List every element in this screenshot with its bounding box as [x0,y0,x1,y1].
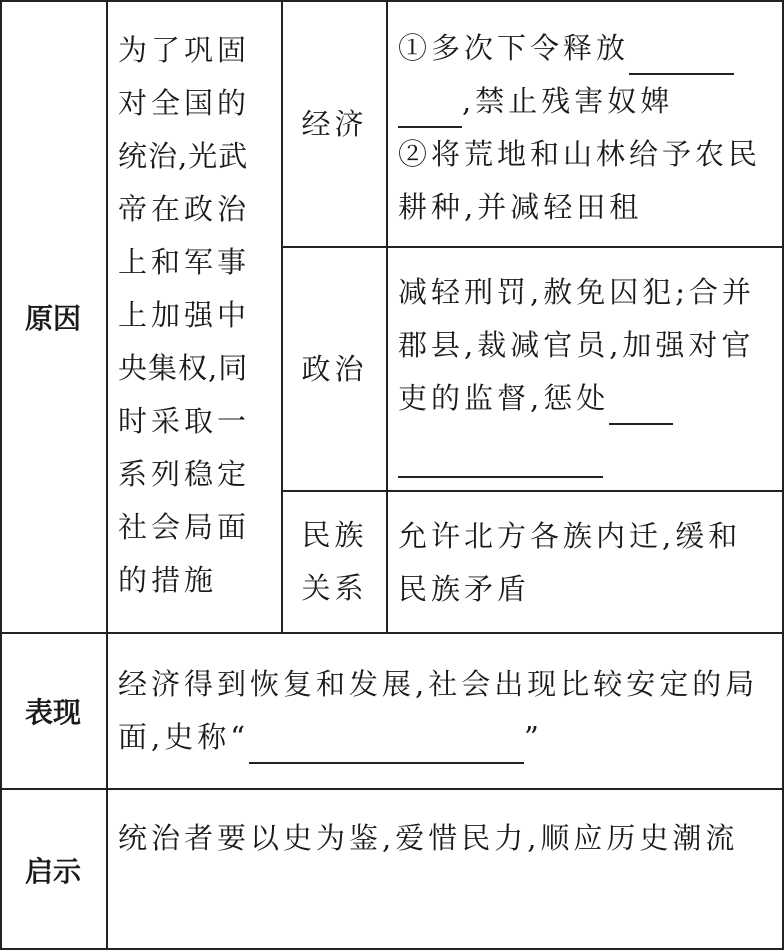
divider-col-3 [386,0,388,633]
header-manifestation: 表现 [24,696,81,729]
ethnic-content: 允许北方各族内迁,缓和民族矛盾 [398,519,742,606]
cause-line: 帝在政治 [118,192,251,226]
cause-line: 央集权,同 [118,351,249,385]
cause-line: 上加强中 [118,298,251,332]
label-ethnic-line2: 关系 [301,571,368,605]
header-cause: 原因 [24,301,81,335]
divider-row-cause [0,632,784,634]
economy-item1-a: ①多次下令释放 [398,31,630,65]
cause-line: 上和军事 [118,245,251,279]
blank-politics-1 [609,389,673,425]
blank-manifestation [249,728,524,764]
politics-content [398,266,778,478]
economy-item2: ②将荒地和山林给予农民耕种,并减轻田租 [398,137,762,224]
label-economy: 经济 [301,106,368,141]
label-politics: 政治 [301,351,368,386]
cause-line: 为了巩固 [118,33,251,67]
blank-politics-2 [398,442,603,478]
enlightenment-content: 统治者要以史为鉴,爱惜民力,顺应历史潮流 [118,821,739,855]
manifestation-content [118,658,778,764]
manifestation-quote-close: ” [524,720,543,754]
cause-line: 对全国的 [118,86,251,120]
label-ethnic-line1: 民族 [301,518,368,552]
economy-item1-b: ,禁止残害奴婢 [462,84,674,118]
blank-economy-2 [398,92,462,128]
cause-line: 统治,光武 [118,139,249,173]
divider-row-manifest [0,788,784,790]
cause-line: 时采取一 [118,404,251,438]
label-ethnic [283,492,386,632]
cause-line: 社会局面 [118,510,251,544]
manifestation-text: 经济得到恢复和发展,社会出现比较安定的局面,史称“ [118,667,759,754]
cause-line: 的措施 [118,563,218,597]
cause-line: 系列稳定 [118,457,251,491]
cause-summary [118,24,278,607]
economy-content [398,22,778,234]
header-enlightenment: 启示 [24,854,81,888]
blank-economy-1 [629,39,734,75]
politics-text: 减轻刑罚,赦免囚犯;合并郡县,裁减官员,加强对官吏的监督,惩处 [398,275,755,415]
divider-col-1 [106,0,108,950]
